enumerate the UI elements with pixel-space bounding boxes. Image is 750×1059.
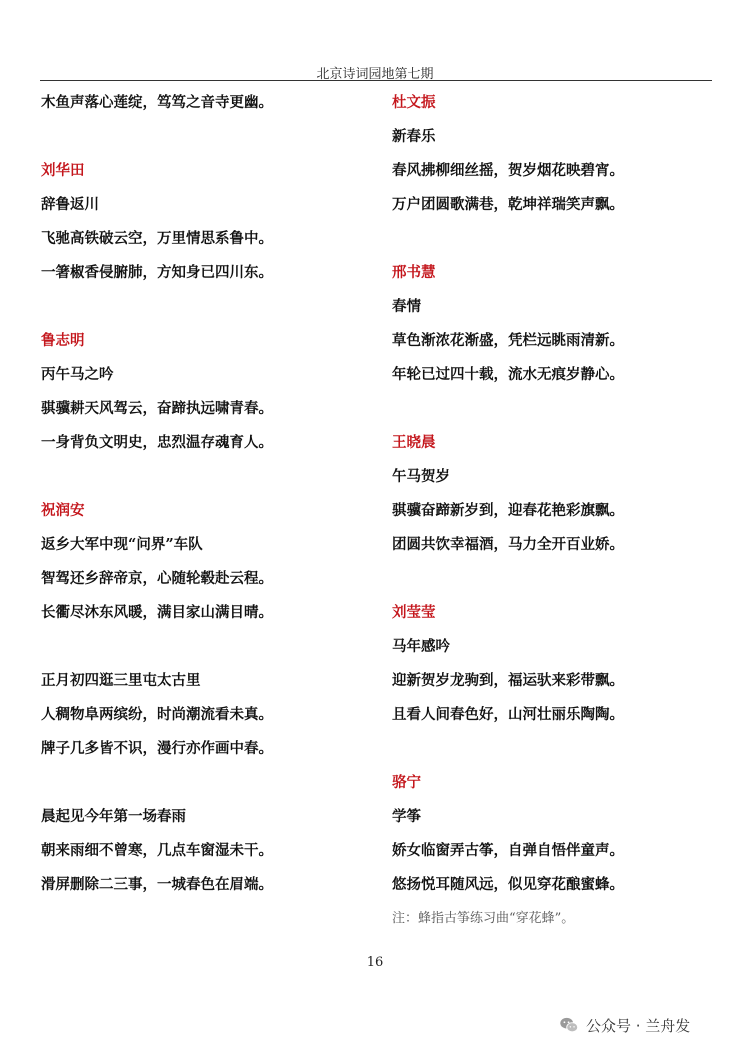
poem-line: 智驾还乡辞帝京，心随轮毂赴云程。 bbox=[41, 570, 273, 587]
poem-block bbox=[392, 596, 722, 732]
poem-line: 年轮已过四十载，流水无痕岁静心。 bbox=[392, 366, 624, 383]
poem-line: 牌子几多皆不识，漫行亦作画中春。 bbox=[41, 740, 273, 757]
poem-line: 朝来雨细不曾寒，几点车窗湿未干。 bbox=[41, 842, 273, 859]
poem-line: 木鱼声落心莲绽，笃笃之音寺更幽。 bbox=[41, 94, 273, 111]
poem-line: 迎新贺岁龙驹到，福运驮来彩带飘。 bbox=[392, 672, 624, 689]
poem-line: 万户团圆歌满巷，乾坤祥瑞笑声飘。 bbox=[392, 196, 624, 213]
poem-line: 一箸椒香侵腑肺，方知身已四川东。 bbox=[41, 264, 273, 281]
poem-block bbox=[392, 86, 722, 222]
poem-block bbox=[41, 494, 361, 630]
poem-title: 学筝 bbox=[392, 808, 421, 825]
wechat-icon bbox=[558, 1014, 580, 1036]
poem-block bbox=[392, 766, 722, 936]
poem-line: 人稠物阜两缤纷，时尚潮流看未真。 bbox=[41, 706, 273, 723]
poem-line: 骐骥奋蹄新岁到，迎春花艳彩旗飘。 bbox=[392, 502, 624, 519]
poem-line: 一身背负文明史，忠烈温存魂育人。 bbox=[41, 434, 273, 451]
page-number: 16 bbox=[366, 955, 384, 970]
right-column bbox=[392, 86, 722, 936]
poem-title: 马年感吟 bbox=[392, 638, 450, 655]
page-header-title: 北京诗词园地第七期 bbox=[316, 67, 434, 82]
poem-block bbox=[41, 154, 361, 290]
poet-name: 刘华田 bbox=[41, 162, 85, 179]
poem-line: 飞驰高铁破云空，万里情思系鲁中。 bbox=[41, 230, 273, 247]
poem-title: 返乡大军中现“问界”车队 bbox=[41, 536, 203, 553]
poem-block bbox=[41, 324, 361, 460]
left-column bbox=[41, 86, 361, 902]
poet-name: 刘莹莹 bbox=[392, 604, 436, 621]
poem-line: 骐骥耕天风驾云，奋蹄执远啸青春。 bbox=[41, 400, 273, 417]
poem-title: 晨起见今年第一场春雨 bbox=[41, 808, 186, 825]
poem-title: 新春乐 bbox=[392, 128, 436, 145]
header-divider bbox=[40, 80, 712, 81]
poem-title: 正月初四逛三里屯太古里 bbox=[41, 672, 201, 689]
poet-name: 王晓晨 bbox=[392, 434, 436, 451]
poem-note: 注：蜂指古筝练习曲“穿花蜂”。 bbox=[392, 911, 575, 926]
poem-line: 娇女临窗弄古筝，自弹自悟伴童声。 bbox=[392, 842, 624, 859]
poem-line: 团圆共饮幸福酒，马力全开百业娇。 bbox=[392, 536, 624, 553]
poem-block bbox=[392, 256, 722, 392]
watermark bbox=[558, 1014, 690, 1036]
poem-block bbox=[41, 800, 361, 902]
poem-line: 悠扬悦耳随风远，似见穿花酿蜜蜂。 bbox=[392, 876, 624, 893]
poem-title: 丙午马之吟 bbox=[41, 366, 114, 383]
poem-block bbox=[41, 664, 361, 766]
poet-name: 祝润安 bbox=[41, 502, 85, 519]
poem-title: 春情 bbox=[392, 298, 421, 315]
poem-line: 长衢尽沐东风暖，满目家山满目晴。 bbox=[41, 604, 273, 621]
poet-name: 杜文振 bbox=[392, 94, 436, 111]
watermark-text: 公众号 · 兰舟发 bbox=[586, 1016, 691, 1035]
poem-title: 午马贺岁 bbox=[392, 468, 450, 485]
poet-name: 鲁志明 bbox=[41, 332, 85, 349]
poet-name: 骆宁 bbox=[392, 774, 421, 791]
poem-continuation bbox=[41, 86, 361, 120]
poem-line: 且看人间春色好，山河壮丽乐陶陶。 bbox=[392, 706, 624, 723]
poem-block bbox=[392, 426, 722, 562]
poem-line: 滑屏删除二三事，一城春色在眉端。 bbox=[41, 876, 273, 893]
poem-title: 辞鲁返川 bbox=[41, 196, 99, 213]
poem-line: 草色渐浓花渐盛，凭栏远眺雨清新。 bbox=[392, 332, 624, 349]
poem-line: 春风拂柳细丝摇，贺岁烟花映碧宵。 bbox=[392, 162, 624, 179]
poet-name: 邢书慧 bbox=[392, 264, 436, 281]
